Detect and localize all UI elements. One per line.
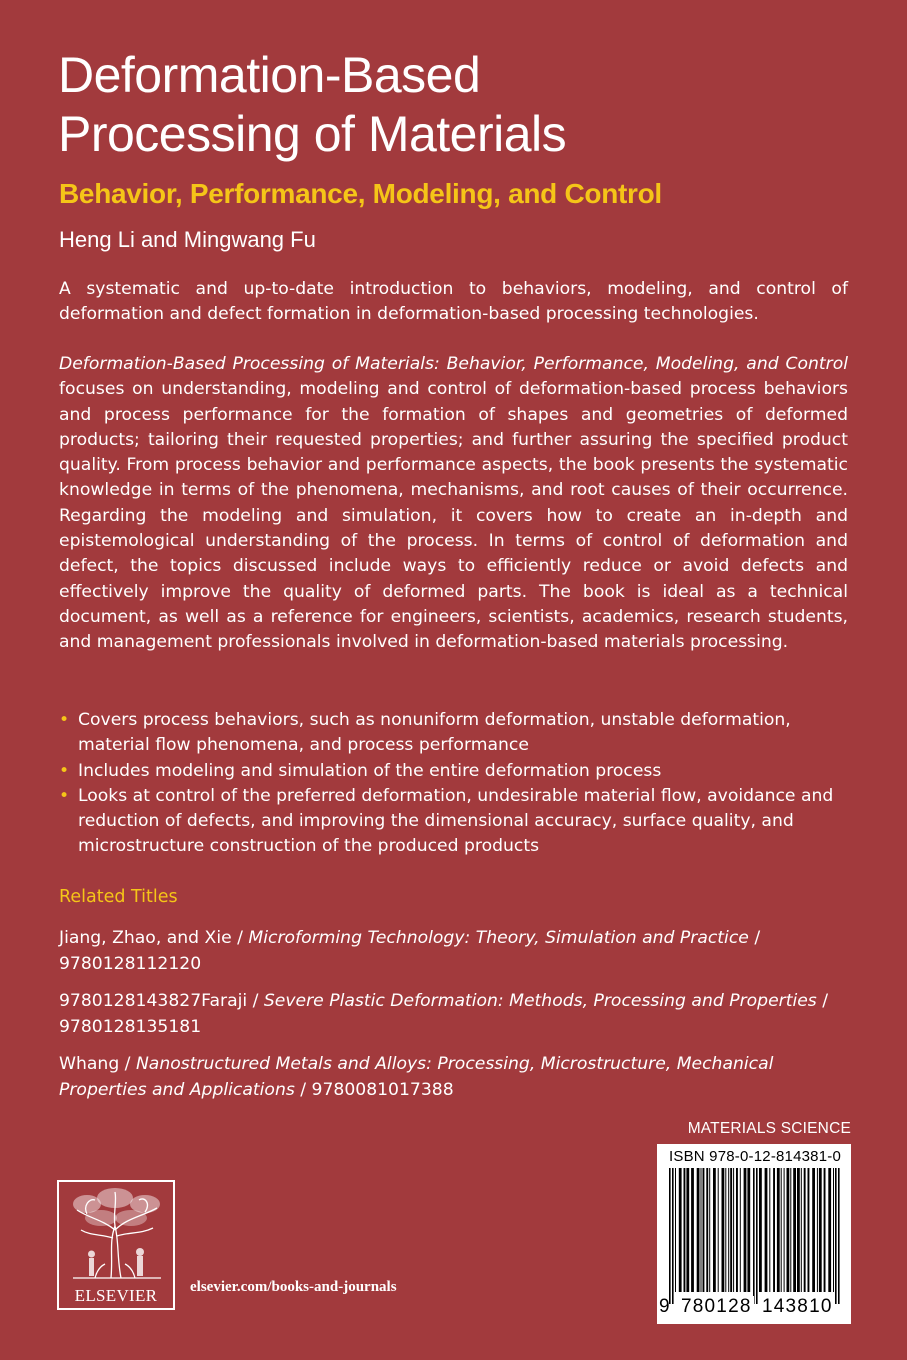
description-text: focuses on understanding, modeling and control of deformation-based process behaviors and process performance for the formation of shapes and geometries of deformed products; tailoring their requested properties; and further assuring the specified product quality. From process behavior and performance aspects, the book presents the systematic knowledge in terms of the phenomena, mechanisms, and root causes of their occurrence. Regarding the modeling and simulation, it covers how to create an in-depth and epistemological understanding of the process. In terms of control of deformation and defect, the topics discussed include ways to efficiently reduce or avoid defects and effectively improve the quality of deformed parts. The book is ideal as a technical document, as well as a reference for engineers, scientists, academics, research students, and management professionals involved in deformation-based materials processing. — [59, 379, 848, 653]
bullet-icon: • — [59, 785, 70, 806]
bullet-icon: • — [59, 760, 70, 781]
list-item: • Includes modeling and simulation of the entire deformation process — [59, 759, 859, 784]
isbn-label: ISBN 978-0-12-814381-0 — [669, 1148, 842, 1165]
related-title-item: Whang / Nanostructured Metals and Alloys: Processing, Microstructure, Mechanical Properties and Applications / 9780081017388 — [59, 1054, 774, 1100]
barcode: ISBN 978-0-12-814381-0 9 780128 143810 — [657, 1144, 851, 1324]
subject-category: MATERIALS SCIENCE — [687, 1120, 851, 1137]
related-title-item: Jiang, Zhao, and Xie / Microforming Technology: Theory, Simulation and Practice / 9780128112120 — [59, 928, 761, 974]
tree-icon — [65, 1186, 167, 1284]
intro-paragraph: A systematic and up-to-date introduction to behaviors, modeling, and control of deformation and defect formation in deformation-based processing technologies. — [59, 279, 848, 325]
list-item: • Looks at control of the preferred deformation, undesirable material flow, avoidance and reduction of defects, and improving the dimensional accuracy, surface quality, and microstructure construction of the produced products — [59, 785, 834, 857]
authors: Heng Li and Mingwang Fu — [59, 227, 316, 252]
elsevier-logo — [57, 1180, 175, 1310]
related-title-item: 9780128143827Faraji / Severe Plastic Deformation: Methods, Processing and Properties / 9780128135181 — [59, 991, 829, 1037]
bullet-icon: • — [59, 710, 70, 730]
description-paragraph — [59, 352, 848, 656]
book-title — [58, 46, 858, 164]
title-line-2: Processing of Materials — [58, 106, 567, 162]
related-titles-heading: Related Titles — [59, 887, 178, 907]
barcode-bars-icon — [667, 1168, 841, 1304]
list-item: • Covers process behaviors, such as nonuniform deformation, unstable deformation, material flow phenomena, and process performance — [59, 710, 791, 756]
feature-list — [59, 708, 859, 860]
title-line-1: Deformation-Based — [58, 47, 481, 103]
publisher-url[interactable]: elsevier.com/books-and-journals — [190, 1279, 397, 1295]
description-italic-title: Deformation-Based Processing of Materials: Behavior, Performance, Modeling, and Control — [59, 354, 848, 374]
book-subtitle: Behavior, Performance, Modeling, and Control — [59, 178, 662, 209]
logo-wordmark: ELSEVIER — [74, 1286, 158, 1305]
